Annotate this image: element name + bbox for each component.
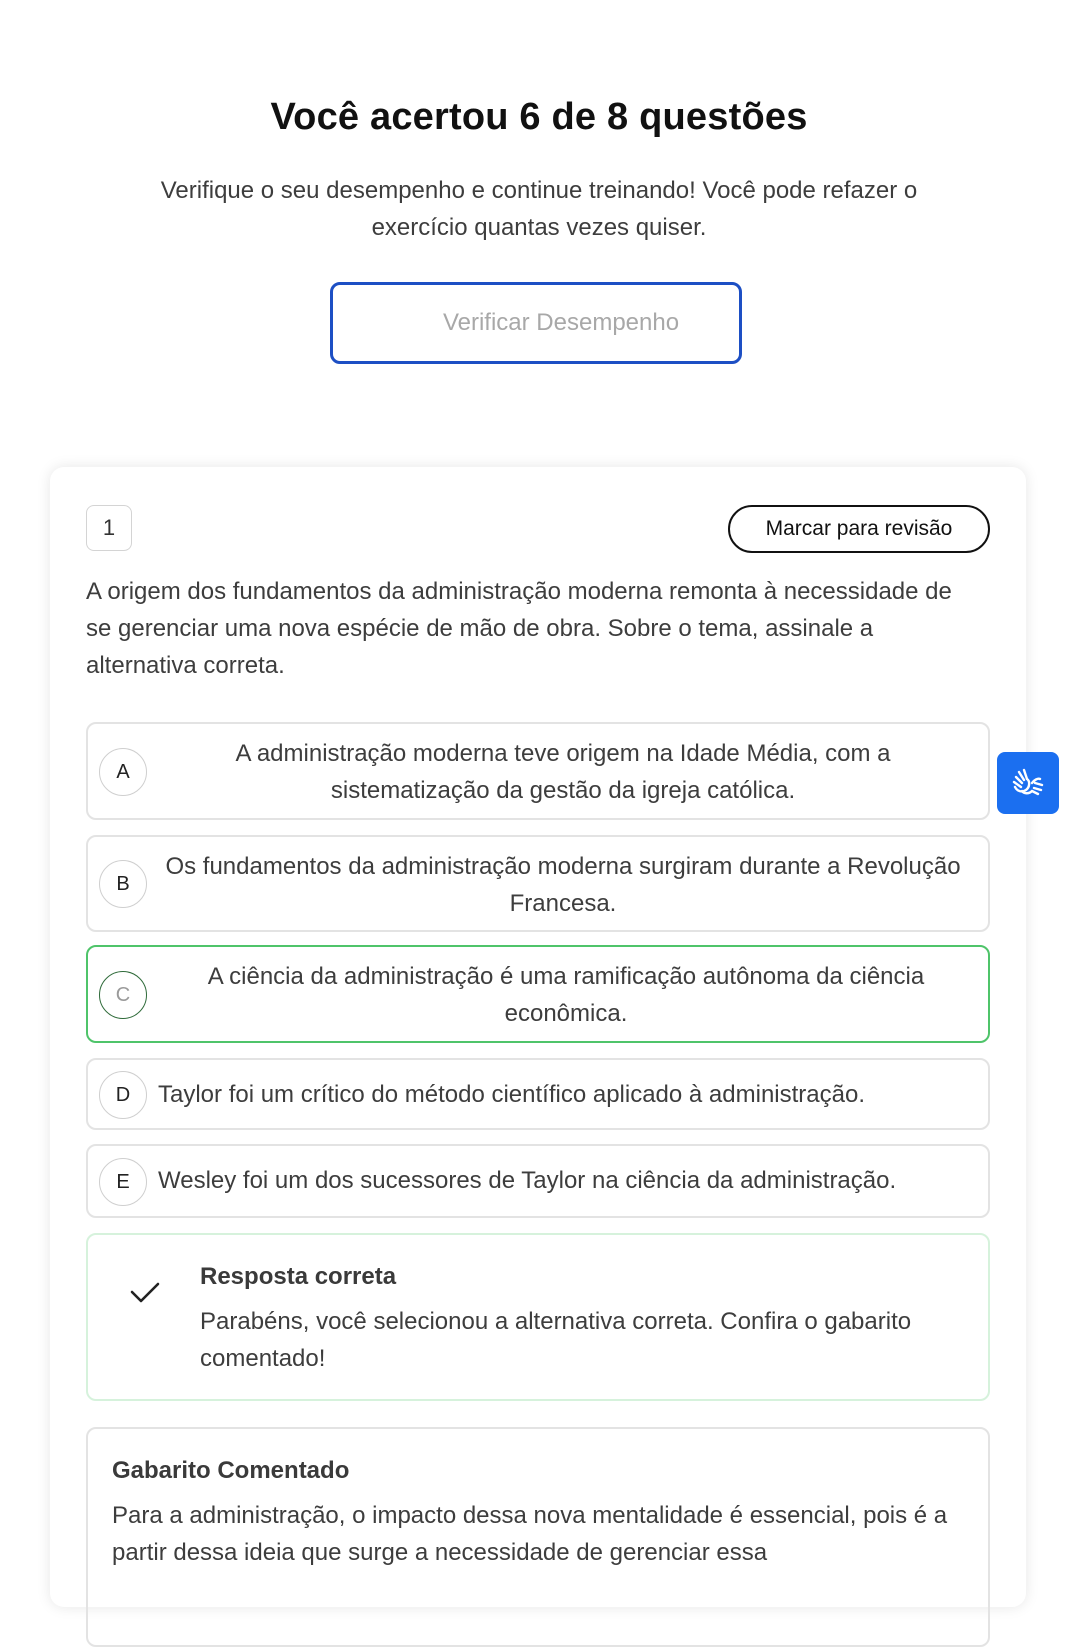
correct-answer-feedback [86,1233,990,1401]
option-letter: D [99,1071,147,1119]
option-text: Os fundamentos da administração moderna surgiram durante a Revolução Francesa. [165,853,961,917]
option-letter: C [99,971,147,1019]
commented-answer-title: Gabarito Comentado [112,1457,350,1484]
option-a[interactable] [86,722,990,820]
question-card [50,467,1026,1607]
option-c[interactable] [86,945,990,1043]
option-e[interactable] [86,1144,990,1218]
page-title: Você acertou 6 de 8 questões [270,96,808,138]
option-d[interactable] [86,1058,990,1130]
verify-performance-button[interactable]: Verificar Desempenho [330,282,742,364]
accessibility-widget-button[interactable] [997,752,1059,814]
question-number: 1 [86,505,132,551]
option-letter: B [99,860,147,908]
commented-answer-panel [86,1427,990,1647]
question-text: A origem dos fundamentos da administração moderna remonta à necessidade de se gerenciar uma nova espécie de mão de obra. Sobre o tema, assinale a alternativa correta. [86,578,952,679]
option-text: A ciência da administração é uma ramificação autônoma da ciência econômica. [207,963,925,1027]
result-title: Resposta correta [200,1263,397,1290]
option-b[interactable] [86,835,990,932]
option-letter: A [99,748,147,796]
result-text: Parabéns, você selecionou a alternativa correta. Confira o gabarito comentado! [200,1308,912,1372]
check-icon [128,1275,162,1309]
option-text: Wesley foi um dos sucessores de Taylor na ciência da administração. [158,1167,897,1194]
mark-for-review-button[interactable]: Marcar para revisão [728,505,990,553]
option-text: A administração moderna teve origem na Idade Média, com a sistematização da gestão da igreja católica. [235,740,891,804]
option-letter: E [99,1158,147,1206]
page-subtitle: Verifique o seu desempenho e continue treinando! Você pode refazer o exercício quantas vezes quiser. [160,177,918,241]
option-text: Taylor foi um crítico do método científico aplicado à administração. [158,1081,866,1108]
vlibras-hands-icon [1008,763,1048,803]
commented-answer-text: Para a administração, o impacto dessa nova mentalidade é essencial, pois é a partir dessa ideia que surge a necessidade de gerenciar essa [112,1502,948,1566]
